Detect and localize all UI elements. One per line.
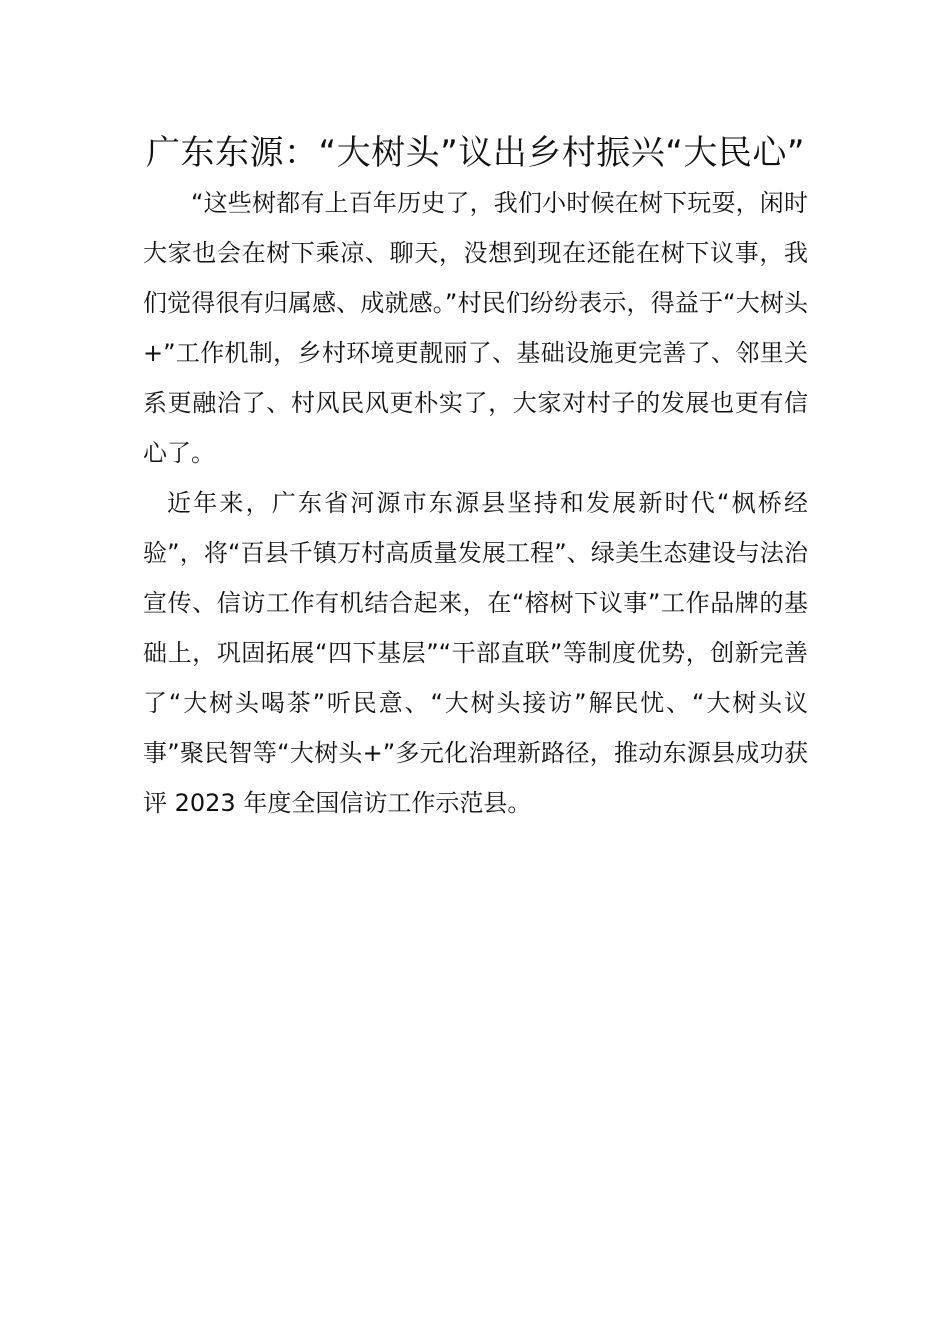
article-paragraph: “这些树都有上百年历史了，我们小时候在树下玩耍，闲时大家也会在树下乘凉、聊天，没想到现在还能在树下议事，我们觉得很有归属感、成就感。”村民们纷纷表示，得益于“大树头+”工作机制，乡村环境更靓丽了、基础设施更完善了、邻里关系更融洽了、村风民风更朴实了，大家对村子的发展也更有信心了。 xyxy=(143,189,808,467)
article-paragraph: 近年来，广东省河源市东源县坚持和发展新时代“枫桥经验”，将“百县千镇万村高质量发展工程”、绿美生态建设与法治宣传、信访工作有机结合起来，在“榕树下议事”工作品牌的基础上，巩固拓展“四下基层”“干部直联”等制度优势，创新完善了“大树头喝茶”听民意、“大树头接访”解民忧、“大树头议事”聚民智等“大树头+”多元化治理新路径，推动东源县成功获评 2023 年度全国信访工作示范县。 xyxy=(143,489,808,817)
article-body xyxy=(143,128,808,828)
article-title: 广东东源：“大树头”议出乡村振兴“大民心” xyxy=(146,133,805,173)
